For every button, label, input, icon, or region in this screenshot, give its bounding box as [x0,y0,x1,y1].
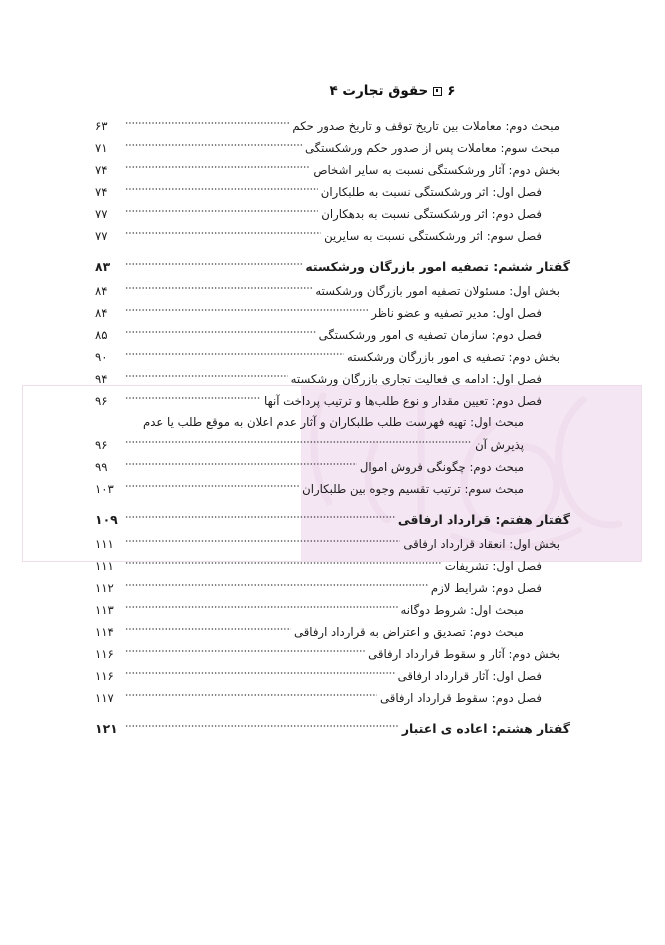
toc-entry[interactable] [95,373,570,395]
toc-entry[interactable] [95,483,570,505]
toc-dot-leader [125,118,289,128]
toc-dot-leader [125,580,428,590]
toc-dot-leader [125,512,395,522]
toc-entry-label: بخش اول: مسئولان تصفیه امور بازرگان ورشکسته [315,284,560,298]
toc-dot-leader [125,690,377,700]
toc-entry-label: مبحث دوم: چگونگی فروش اموال [359,460,524,474]
toc-entry-page-number: ۱۰۳ [95,482,114,496]
header-page-number: ۶ [447,83,456,99]
toc-entry-page-number: ۶۳ [95,119,108,133]
toc-entry[interactable] [95,261,570,283]
toc-entry-label: مبحث دوم: معاملات بین تاریخ توقف و تاریخ صدور حکم [292,119,560,133]
toc-entry[interactable] [95,395,570,417]
toc-entry[interactable] [95,514,570,536]
toc-entry-label: فصل دوم: سقوط قرارداد ارفاقی [380,691,542,705]
toc-entry-label: فصل دوم: اثر ورشکستگی نسبت به بدهکاران [321,207,542,221]
toc-entry-label: فصل دوم: شرایط لازم [430,581,542,595]
toc-entry[interactable] [95,329,570,351]
toc-entry-label: فصل اول: اثر ورشکستگی نسبت به طلبکاران [320,185,542,199]
toc-entry[interactable] [95,230,570,252]
toc-entry-label: فصل دوم: سازمان تصفیه ی امور ورشکستگی [318,328,542,342]
toc-entry-label: پذیرش آن [475,438,524,452]
toc-entry-label: بخش دوم: تصفیه ی امور بازرگان ورشکسته [346,350,560,364]
toc-entry-page-number: ۷۷ [95,229,108,243]
toc-entry[interactable] [95,723,570,745]
toc-dot-leader [125,646,365,656]
toc-entry-label: مبحث اول: تهیه فهرست طلب طلبکاران و آثار عدم اعلان به موقع طلب یا عدم [142,415,524,429]
toc-dot-leader [125,259,302,269]
toc-entry[interactable] [95,461,570,483]
toc-entry-label: فصل اول: آثار قرارداد ارفاقی [397,669,542,683]
toc-dot-leader [125,668,395,678]
toc-entry[interactable] [95,164,570,186]
toc-entry-label: فصل سوم: اثر ورشکستگی نسبت به سایرین [324,229,542,243]
toc-dot-leader [125,481,299,491]
toc-entry-label: بخش اول: انعقاد قرارداد ارفاقی [403,537,560,551]
toc-entry[interactable] [95,186,570,208]
toc-entry-page-number: ۱۱۳ [95,603,114,617]
toc-entry-page-number: ۱۲۱ [95,721,118,736]
toc-entry-page-number: ۱۱۷ [95,691,114,705]
toc-dot-leader [125,140,302,150]
toc-entry[interactable] [95,120,570,142]
toc-entry-page-number: ۸۴ [95,306,108,320]
toc-entry-page-number: ۸۳ [95,259,111,274]
toc-entry-page-number: ۹۶ [95,394,108,408]
toc-entry-page-number: ۹۶ [95,438,108,452]
toc-entry[interactable] [95,439,570,461]
toc-dot-leader [125,228,321,238]
toc-entry-page-number: ۹۴ [95,372,108,386]
toc-entry-page-number: ۷۴ [95,185,108,199]
toc-entry-page-number: ۸۴ [95,284,108,298]
toc-entry-page-number: ۱۱۶ [95,669,114,683]
toc-entry-label: فصل اول: تشریفات [444,559,542,573]
toc-entry[interactable] [95,417,570,439]
toc-entry-page-number: ۱۱۲ [95,581,114,595]
toc-entry[interactable] [95,142,570,164]
toc-entry[interactable] [95,670,570,692]
toc-entry-page-number: ۱۱۱ [95,537,114,551]
toc-entry-page-number: ۹۰ [95,350,108,364]
toc-dot-leader [125,624,291,634]
square-bullet-icon [433,87,442,96]
toc-dot-leader [125,349,344,359]
toc-entry-label: مبحث دوم: تصدیق و اعتراض به قرارداد ارفاقی [293,625,524,639]
toc-entry[interactable] [95,582,570,604]
toc-entry-label: فصل اول: ادامه ی فعالیت تجاری بازرگان ورشکسته [290,372,542,386]
toc-entry-label: مبحث اول: شروط دوگانه [400,603,524,617]
toc-dot-leader [125,558,442,568]
toc-entry-label: بخش دوم: آثار و سقوط قرارداد ارفاقی [368,647,560,661]
toc-dot-leader [125,162,310,172]
toc-entry[interactable] [95,692,570,714]
toc-entry-page-number: ۷۱ [95,141,108,155]
book-title: حقوق تجارت ۴ [329,83,429,99]
toc-dot-leader [125,206,318,216]
toc-entry-page-number: ۱۱۶ [95,647,114,661]
toc-entry-page-number: ۹۹ [95,460,108,474]
toc-dot-leader [125,305,368,315]
toc-entry-label: مبحث سوم: معاملات پس از صدور حکم ورشکستگی [304,141,560,155]
toc-dot-leader [125,536,400,546]
toc-entry-label: فصل اول: مدیر تصفیه و عضو ناظر [371,306,542,320]
toc-entry[interactable] [95,307,570,329]
toc-dot-leader [125,327,316,337]
toc-dot-leader [125,602,398,612]
toc-entry[interactable] [95,560,570,582]
page-header [0,80,665,99]
toc-dot-leader [125,283,312,293]
toc-dot-leader [125,459,357,469]
toc-entry-page-number: ۷۴ [95,163,108,177]
table-of-contents [95,120,570,747]
toc-dot-leader [125,371,288,381]
toc-entry-label: گفتار ششم: تصفیه امور بازرگان ورشکسته [305,259,570,274]
toc-entry-page-number: ۷۷ [95,207,108,221]
toc-entry-page-number: ۱۰۹ [95,512,118,527]
toc-entry-page-number: ۱۱۱ [95,559,114,573]
toc-entry-label: فصل دوم: تعیین مقدار و نوع طلب‌ها و ترتیب پرداخت آنها [264,394,542,408]
toc-entry[interactable] [95,648,570,670]
toc-entry-label: بخش دوم: آثار ورشکستگی نسبت به سایر اشخاص [313,163,560,177]
toc-entry-label: گفتار هشتم: اعاده ی اعتبار [401,721,570,736]
toc-dot-leader [125,393,261,403]
toc-entry-label: گفتار هفتم: قرارداد ارفاقی [397,512,570,527]
toc-entry[interactable] [95,626,570,648]
toc-entry[interactable] [95,285,570,307]
toc-entry[interactable] [95,604,570,626]
toc-entry-page-number: ۸۵ [95,328,108,342]
toc-entry-label: مبحث سوم: ترتیب تقسیم وجوه بین طلبکاران [302,482,524,496]
toc-dot-leader [125,437,472,447]
toc-entry-page-number: ۱۱۴ [95,625,114,639]
toc-dot-leader [125,721,399,731]
toc-dot-leader [125,184,318,194]
toc-entry[interactable] [95,538,570,560]
toc-entry[interactable] [95,351,570,373]
toc-entry[interactable] [95,208,570,230]
